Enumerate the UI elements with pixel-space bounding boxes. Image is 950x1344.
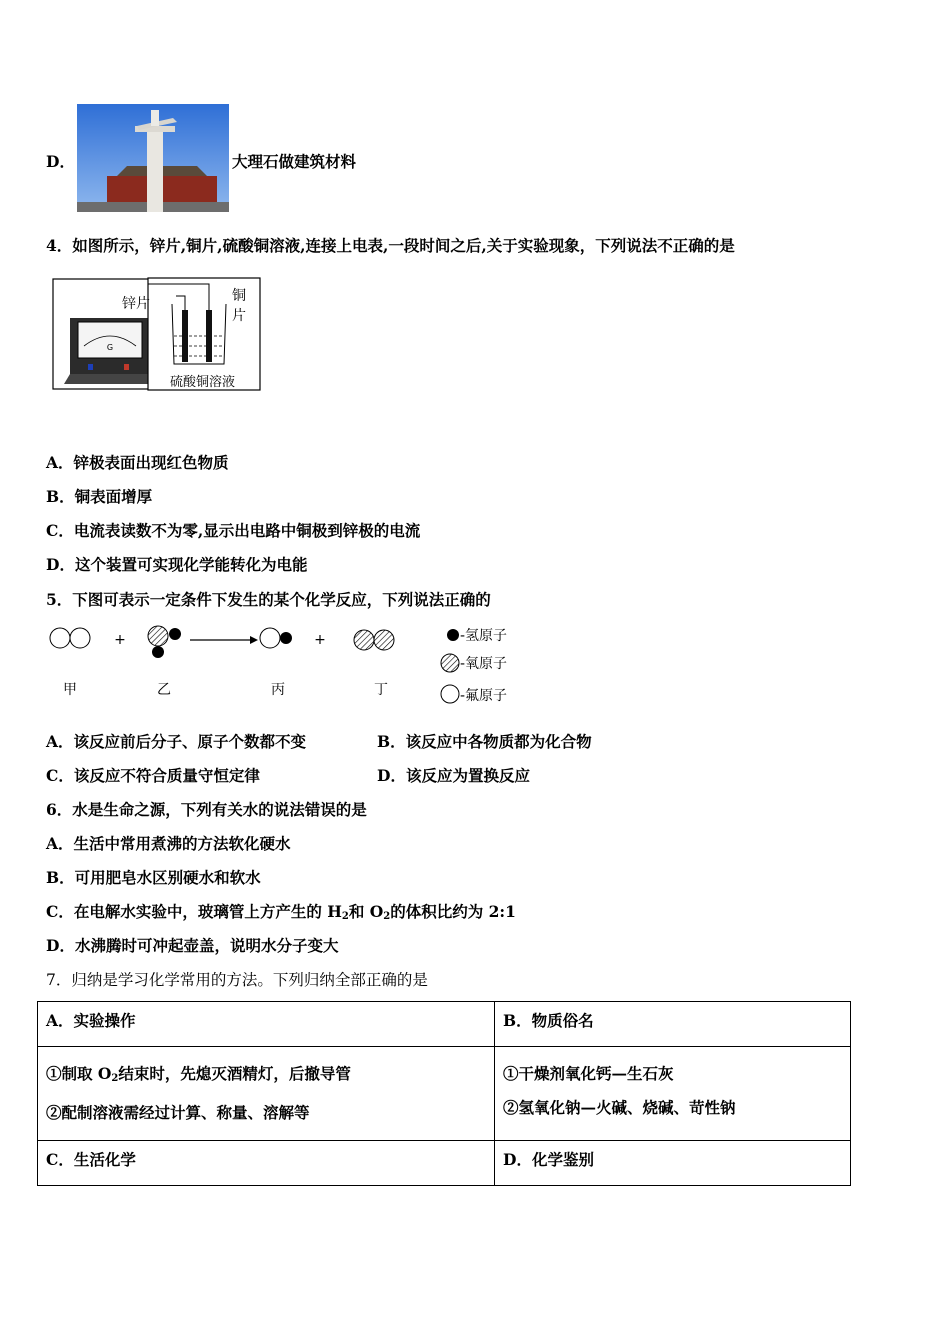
copper-plate [206, 310, 212, 362]
copper-label-1: 铜 [232, 288, 246, 304]
table-head-b: B．物质俗名 [495, 1002, 851, 1047]
fluorine-atom [70, 628, 90, 648]
oxygen-atom [374, 630, 394, 650]
hydrogen-atom [280, 632, 292, 644]
q4-option-a: A．锌极表面出现红色物质 [46, 453, 229, 472]
q5-option-a: A．该反应前后分子、原子个数都不变 [46, 732, 307, 751]
galvanic-cell-figure [48, 276, 262, 394]
q6-stem: 6．水是生命之源，下列有关水的说法错误的是 [46, 800, 367, 819]
label-bing: 丙 [271, 682, 285, 698]
solution-label: 硫酸铜溶液 [170, 375, 236, 390]
table-a-item-2: ②配制溶液需经过计算、称量、溶解等 [46, 1103, 310, 1122]
zinc-plate [182, 310, 188, 362]
arrow-head-icon [250, 636, 258, 644]
hydrogen-atom [169, 628, 181, 640]
q6-option-b: B．可用肥皂水区别硬水和软水 [46, 868, 261, 887]
q7-stem: 7．归纳是学习化学常用的方法。下列归纳全部正确的是 [46, 971, 428, 989]
legend-hydrogen-icon [447, 629, 459, 641]
q5-option-b: B．该反应中各物质都为化合物 [377, 732, 592, 751]
table-cell-a [38, 1047, 495, 1141]
legend-oxygen: -氧原子 [460, 656, 508, 672]
q5-option-c: C．该反应不符合质量守恒定律 [46, 766, 260, 785]
q4-option-b: B．铜表面增厚 [46, 487, 153, 506]
marble-column-photo [77, 104, 229, 212]
table-b-item-2: ②氢氧化钠—火碱、烧碱、苛性钠 [503, 1098, 736, 1117]
q3-option-d-label: D． [46, 152, 75, 171]
q6-option-c: C．在电解水实验中，玻璃管上方产生的 $H_2$和 $O_2$的体积比约为 2:1 [46, 902, 516, 922]
q7-table [37, 1001, 851, 1186]
reaction-diagram [44, 620, 544, 710]
q4-stem: 4．如图所示，锌片,铜片,硫酸铜溶液,连接上电表,一段时间之后,关于实验现象，下列说法不正确的是 [46, 236, 735, 255]
legend-hydrogen: -氢原子 [460, 628, 508, 644]
table-head-c: C．生活化学 [38, 1141, 495, 1186]
oxygen-atom [354, 630, 374, 650]
q5-stem: 5．下图可表示一定条件下发生的某个化学反应，下列说法正确的 [46, 590, 491, 609]
hydrogen-atom [152, 646, 164, 658]
oxygen-atom [148, 626, 168, 646]
label-ding: 丁 [374, 682, 388, 698]
table-a-item-1: ①制取 $O_2$结束时，先熄灭酒精灯，后撤导管 [46, 1064, 351, 1084]
q4-option-d: D．这个装置可实现化学能转化为电能 [46, 555, 308, 574]
table-cell-b [495, 1047, 851, 1141]
table-head-d: D．化学鉴别 [495, 1141, 851, 1186]
q5-option-d: D．该反应为置换反应 [377, 766, 530, 785]
fluorine-atom [260, 628, 280, 648]
meter-label: G [106, 343, 114, 352]
q3-option-d-text: 大理石做建筑材料 [232, 152, 357, 171]
table-b-item-1: ①干燥剂氧化钙—生石灰 [503, 1064, 674, 1083]
fluorine-atom [50, 628, 70, 648]
plus-sign: + [314, 632, 326, 648]
legend-oxygen-icon [441, 654, 459, 672]
q4-option-c: C．电流表读数不为零,显示出电路中铜极到锌极的电流 [46, 521, 421, 540]
q6-option-d: D．水沸腾时可冲起壶盖，说明水分子变大 [46, 936, 339, 955]
zinc-label: 锌片 [122, 296, 150, 312]
table-head-a: A．实验操作 [38, 1002, 495, 1047]
legend-fluorine: -氟原子 [460, 688, 508, 704]
q6-option-a: A．生活中常用煮沸的方法软化硬水 [46, 834, 291, 853]
legend-fluorine-icon [441, 685, 459, 703]
plus-sign: + [114, 632, 126, 648]
label-jia: 甲 [63, 682, 77, 698]
label-yi: 乙 [157, 682, 171, 698]
copper-label-2: 片 [232, 308, 246, 324]
